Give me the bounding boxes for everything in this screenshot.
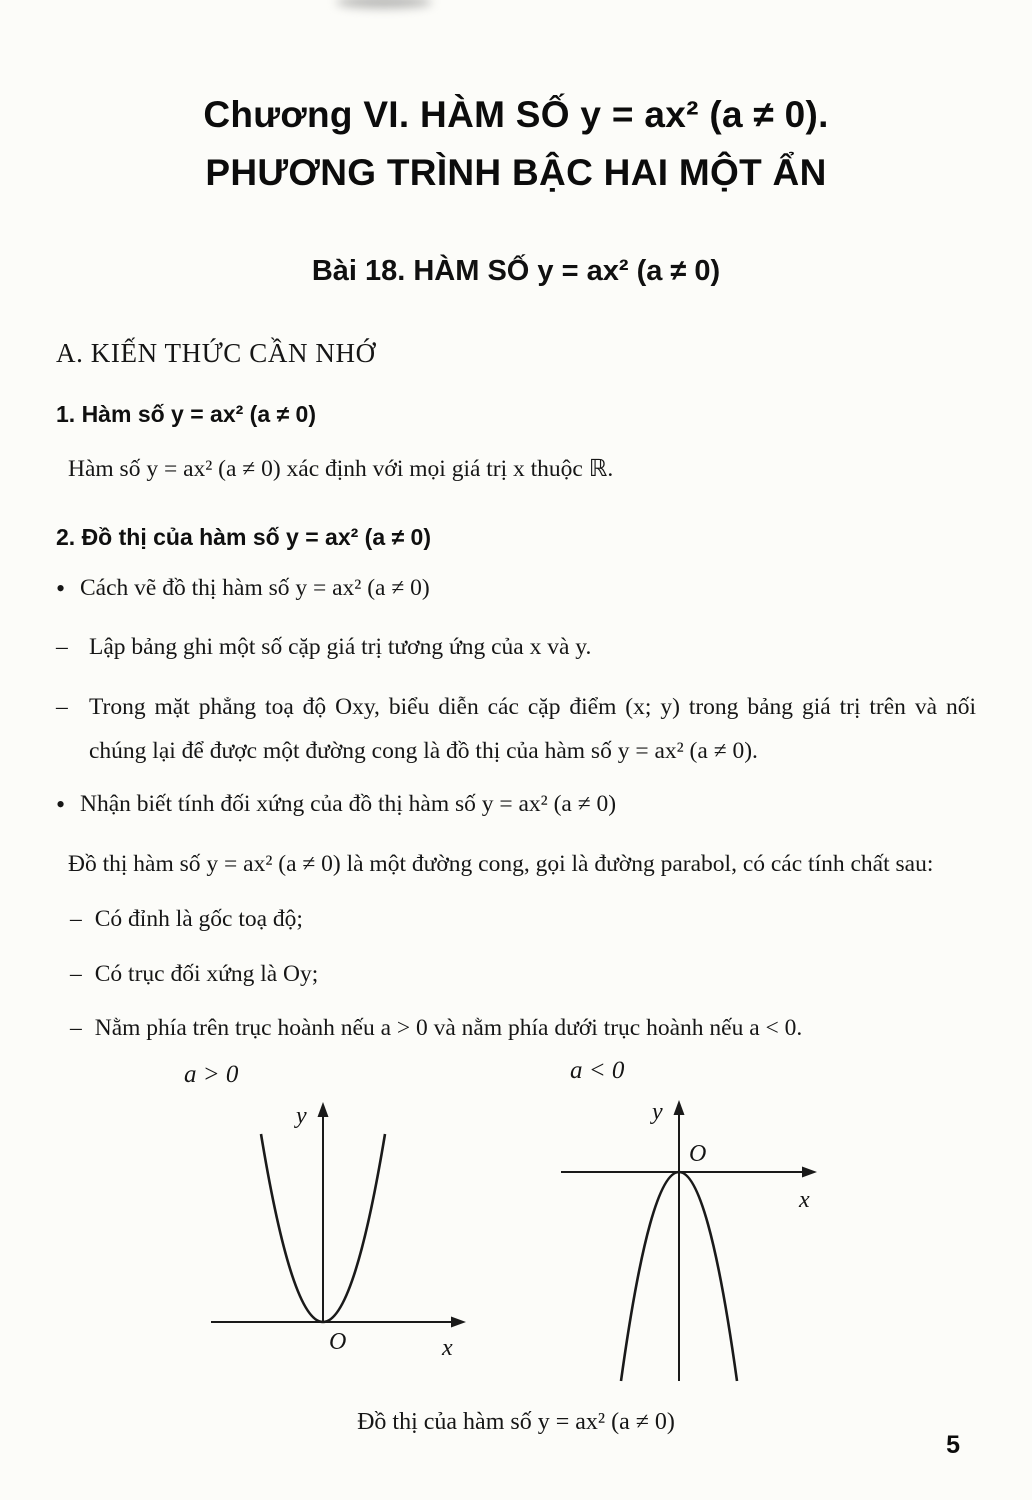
dash1-text: Lập bảng ghi một số cặp giá trị tương ứng của x và y.: [89, 634, 592, 661]
figure-label-a-negative: a < 0: [570, 1056, 625, 1084]
x-axis-label: x: [442, 1334, 453, 1361]
bullet2-text: Nhận biết tính đối xứng của đồ thị hàm số y = ax² (a ≠ 0): [80, 791, 617, 818]
parabola-graph-opening-up: [208, 1099, 508, 1389]
dash2-text: Trong mặt phẳng toạ độ Oxy, biểu diễn các cặp điểm (x; y) trong bảng giá trị trên và nối chúng lại để được một đường cong là đồ thị của hàm số y = ax² (a ≠ 0).: [89, 694, 976, 764]
page-number: 5: [946, 1431, 960, 1459]
bullet-item-symmetry: [56, 783, 976, 827]
bullet-item-draw-method: [56, 567, 976, 611]
chapter-title-line2: PHƯƠNG TRÌNH BẬC HAI MỘT ẨN: [205, 152, 827, 194]
property-axis-text: Có trục đối xứng là Oy;: [94, 960, 319, 987]
dash-item-plot: [56, 686, 976, 773]
bullet1-text: Cách vẽ đồ thị hàm số y = ax² (a ≠ 0): [80, 574, 430, 601]
chapter-title-line1: Chương VI. HÀM SỐ y = ax² (a ≠ 0).: [203, 94, 829, 135]
origin-label: O: [689, 1140, 707, 1167]
y-axis-arrow-icon: [674, 1100, 685, 1115]
item2-heading: 2. Đồ thị của hàm số y = ax² (a ≠ 0): [56, 523, 431, 550]
y-axis-label: y: [652, 1098, 663, 1125]
dash-icon: –: [70, 905, 82, 932]
dash-icon: –: [56, 694, 68, 721]
parabola-figure: [56, 1056, 976, 1397]
property-position: [56, 1007, 976, 1051]
bullet-icon: •: [56, 573, 66, 603]
bullet-icon: •: [56, 790, 66, 820]
x-axis-arrow-icon: [802, 1166, 817, 1177]
parabola-graph-opening-down: [556, 1097, 876, 1392]
figure-caption: Đồ thị của hàm số y = ax² (a ≠ 0): [357, 1408, 675, 1435]
dash-item-table: [56, 626, 976, 670]
property-vertex: [56, 898, 976, 942]
chapter-heading: [56, 86, 976, 203]
x-axis-label: x: [799, 1186, 810, 1213]
item1-heading: 1. Hàm số y = ax² (a ≠ 0): [56, 400, 316, 427]
x-axis-arrow-icon: [451, 1316, 466, 1327]
y-axis-arrow-icon: [318, 1102, 329, 1117]
dash-icon: –: [56, 634, 68, 661]
property-axis: [56, 953, 976, 997]
figure-label-a-positive: a > 0: [184, 1060, 239, 1088]
property-position-text: Nằm phía trên trục hoành nếu a > 0 và nằm phía dưới trục hoành nếu a < 0.: [94, 1015, 803, 1042]
dash-icon: –: [70, 960, 82, 987]
item1-body: Hàm số y = ax² (a ≠ 0) xác định với mọi giá trị x thuộc ℝ.: [68, 455, 614, 482]
parabol-paragraph: Đồ thị hàm số y = ax² (a ≠ 0) là một đường cong, gọi là đường parabol, có các tính chất sau:: [68, 851, 934, 878]
y-axis-label: y: [296, 1102, 307, 1129]
origin-label: O: [329, 1328, 347, 1355]
property-vertex-text: Có đỉnh là gốc toạ độ;: [94, 905, 303, 932]
lesson-title: Bài 18. HÀM SỐ y = ax² (a ≠ 0): [311, 254, 721, 287]
section-a-heading: A. KIẾN THỨC CẦN NHỚ: [56, 337, 376, 368]
dash-icon: –: [70, 1015, 82, 1042]
